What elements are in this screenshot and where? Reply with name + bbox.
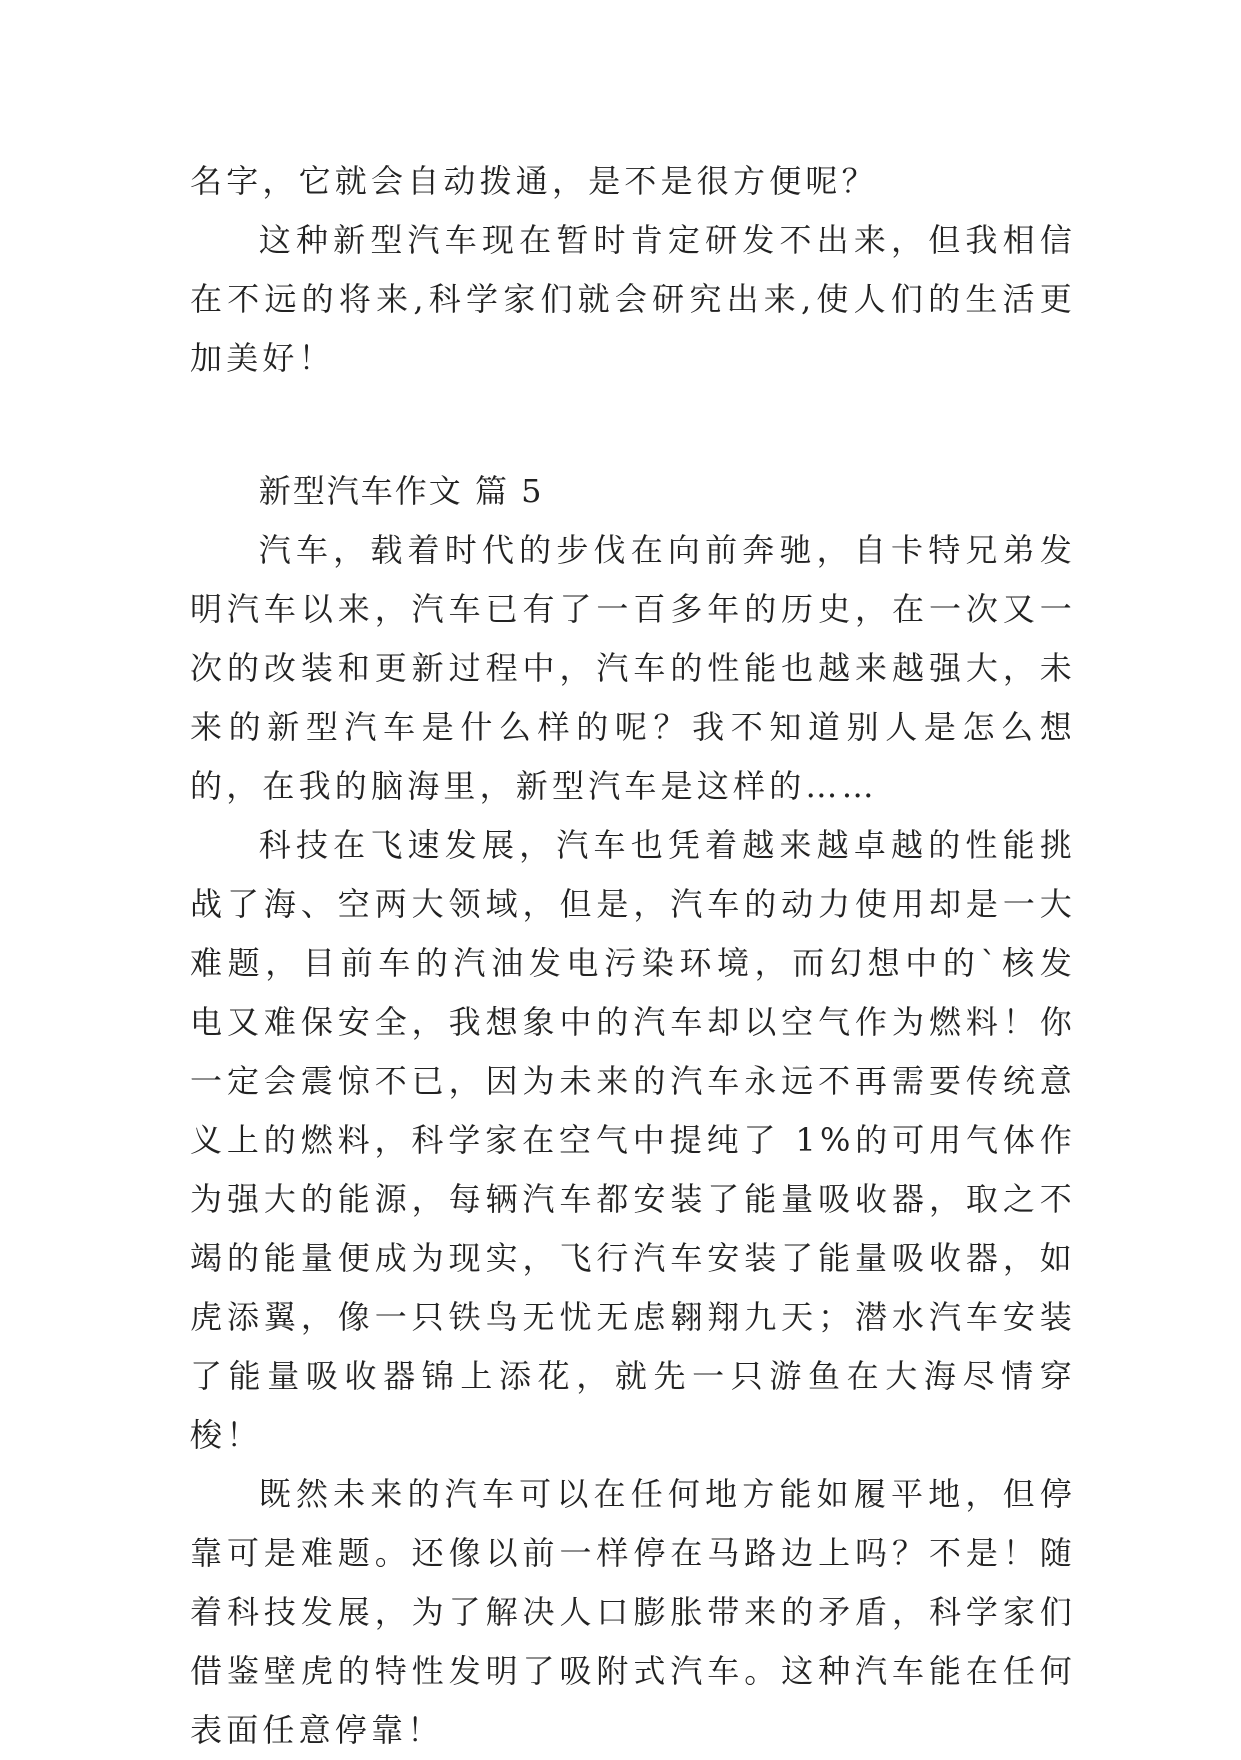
- paragraph-intro: 汽车，载着时代的步伐在向前奔驰，自卡特兄弟发明汽车以来，汽车已有了一百多年的历史，在一次又一次的改装和更新过程中，汽车的性能也越来越强大，未来的新型汽车是什么样的呢？我不知道别人是怎么想的，在我的脑海里，新型汽车是这样的……: [190, 531, 1076, 805]
- paragraph-parking: 既然未来的汽车可以在任何地方能如履平地，但停靠可是难题。还像以前一样停在马路边上吗？不是！随着科技发展，为了解决人口膨胀带来的矛盾，科学家们借鉴壁虎的特性发明了吸附式汽车。这种汽车能在任何表面任意停靠！: [190, 1475, 1076, 1749]
- paragraph-conclusion: 这种新型汽车现在暂时肯定研发不出来，但我相信在不远的将来,科学家们就会研究出来,使人们的生活更加美好！: [190, 221, 1076, 377]
- document-body: [190, 152, 1076, 1760]
- paragraph-energy: 科技在飞速发展，汽车也凭着越来越卓越的性能挑战了海、空两大领域，但是，汽车的动力使用却是一大难题，目前车的汽油发电污染环境，而幻想中的`核发电又难保安全，我想象中的汽车却以空气作为燃料！你一定会震惊不已，因为未来的汽车永远不再需要传统意义上的燃料，科学家在空气中提纯了 1%的可用气体作为强大的能源，每辆汽车都安装了能量吸收器，取之不竭的能量便成为现实，飞行汽车安装了能量吸收器，如虎添翼，像一只铁鸟无忧无虑翱翔九天；潜水汽车安装了能量吸收器锦上添花，就先一只游鱼在大海尽情穿梭！: [190, 826, 1076, 1454]
- section-title: 新型汽车作文 篇 5: [258, 472, 544, 510]
- paragraph-continuation: 名字，它就会自动拨通，是不是很方便呢？: [190, 162, 878, 200]
